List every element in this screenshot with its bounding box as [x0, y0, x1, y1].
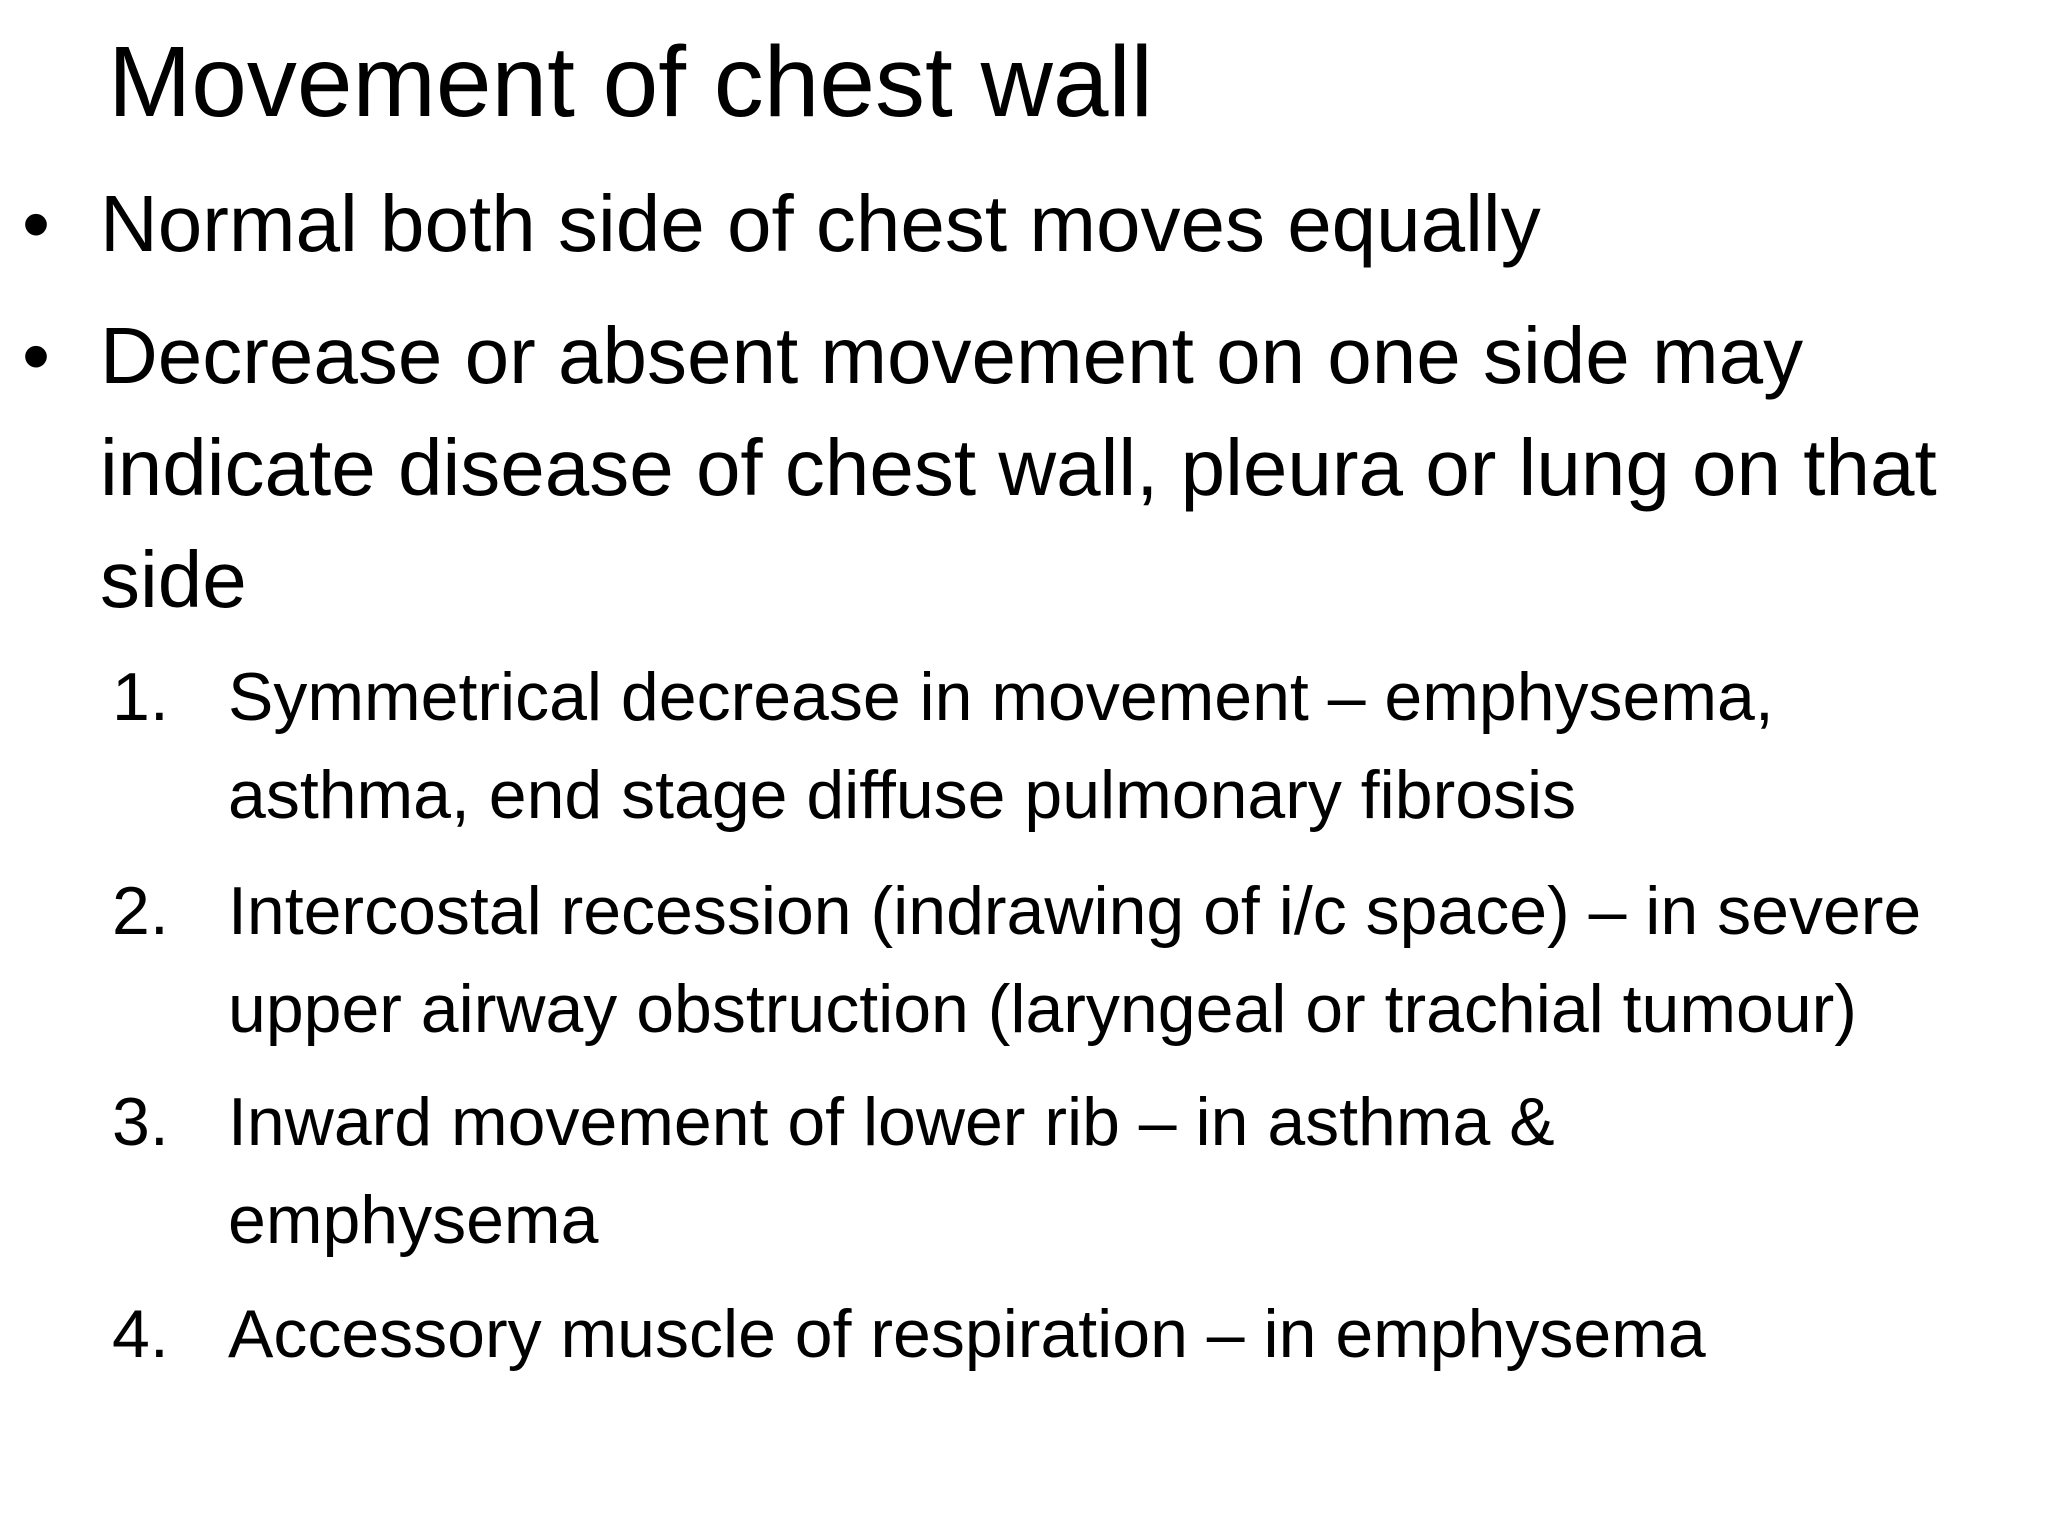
- bullet-text: Decrease or absent movement on one side may indicate disease of chest wall, pleura or lung on that side: [100, 311, 1937, 624]
- item-text: Accessory muscle of respiration – in emphysema: [228, 1296, 1706, 1372]
- bullet-marker: •: [22, 311, 51, 400]
- item-text: Symmetrical decrease in movement – emphysema, asthma, end stage diffuse pulmonary fibrosis: [228, 659, 1774, 833]
- item-number: 1.: [112, 659, 169, 735]
- item-number: 4.: [112, 1296, 169, 1372]
- item-number: 3.: [112, 1084, 169, 1160]
- item-text: Inward movement of lower rib – in asthma & emphysema: [228, 1084, 1555, 1258]
- bullet-marker: •: [22, 179, 51, 268]
- item-text: Intercostal recession (indrawing of i/c space) – in severe upper airway obstruction (laryngeal or trachial tumour): [228, 873, 1922, 1047]
- bullet-text: Normal both side of chest moves equally: [100, 179, 1541, 268]
- slide-title: Movement of chest wall: [108, 26, 1153, 138]
- item-number: 2.: [112, 873, 169, 949]
